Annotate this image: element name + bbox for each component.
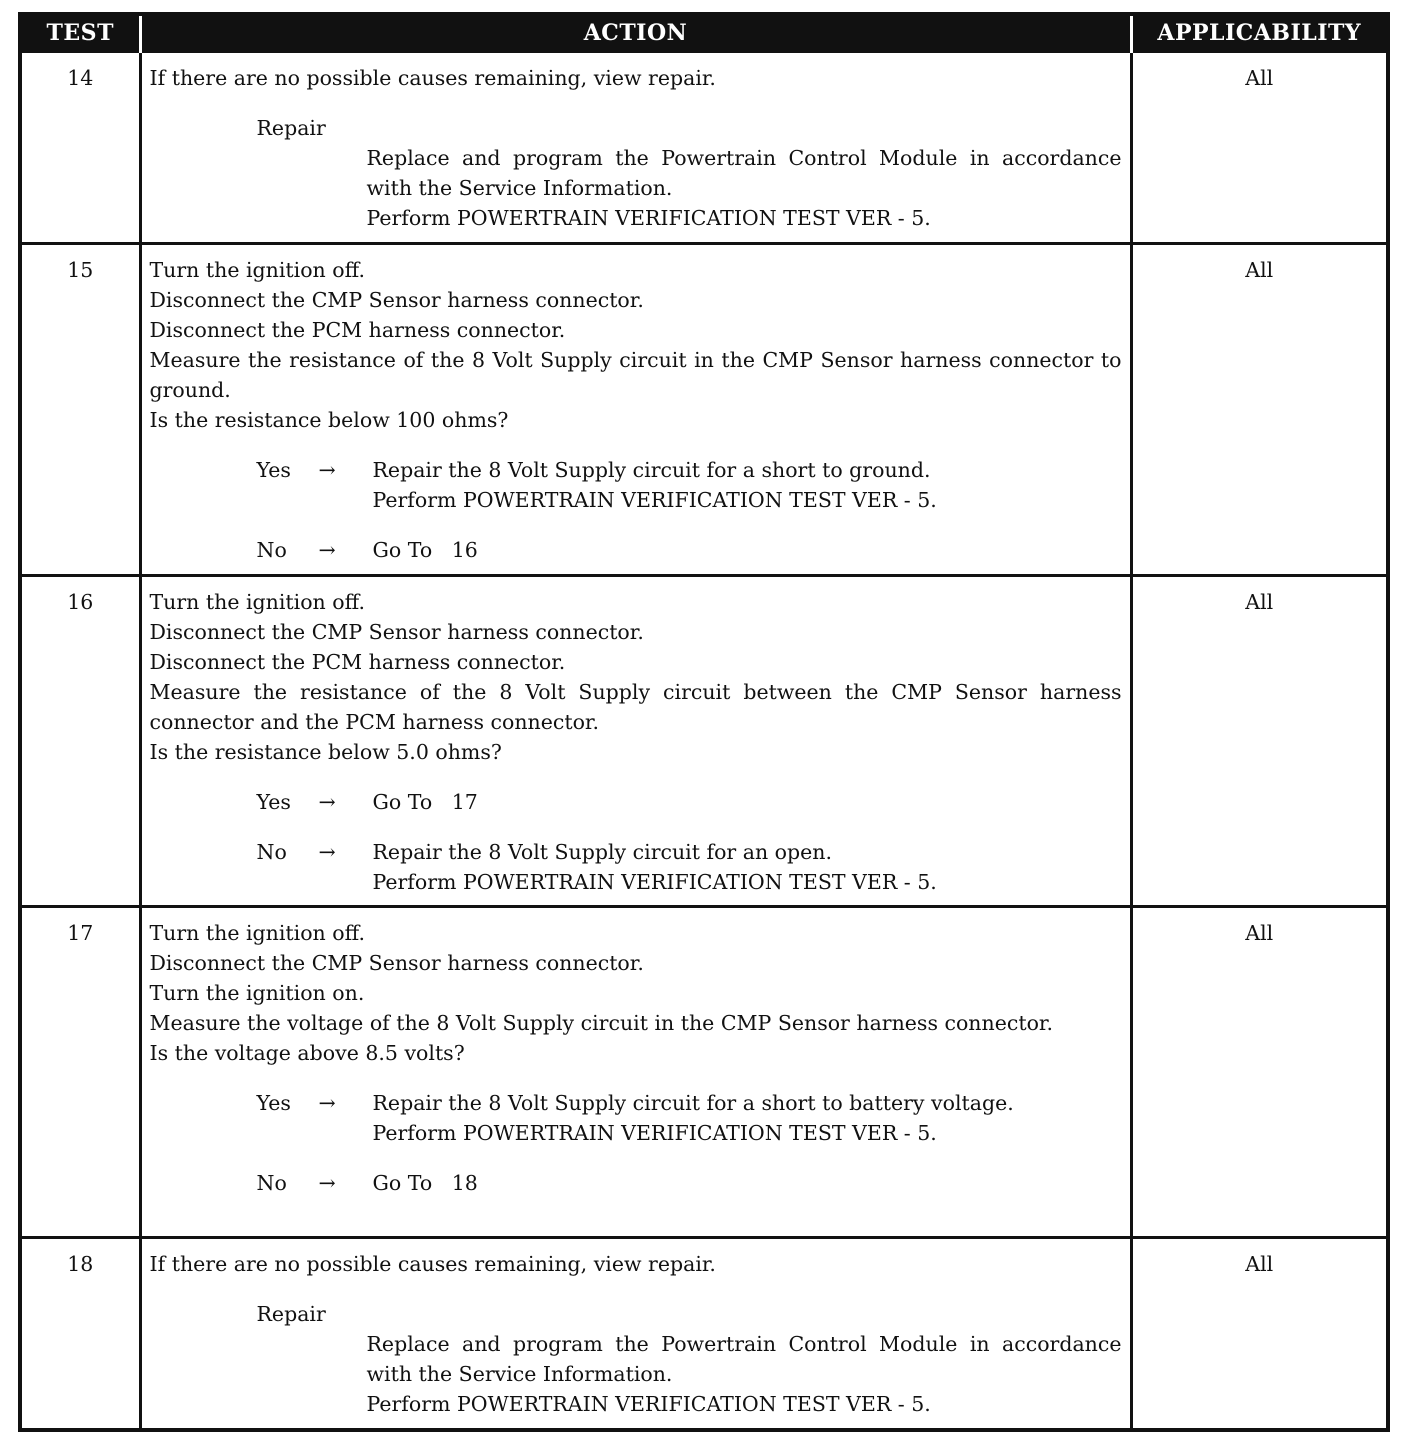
action-line: Turn the ignition on.	[149, 981, 365, 1005]
no-label: No	[256, 538, 287, 562]
applicability-value: All	[1131, 907, 1388, 1238]
response-line: Perform POWERTRAIN VERIFICATION TEST VER - 5.	[372, 488, 937, 512]
header-applicability: APPLICABILITY	[1131, 14, 1388, 52]
no-response	[257, 535, 1122, 565]
question: Is the resistance below 100 ohms?	[149, 408, 509, 432]
applicability-value: All	[1131, 1238, 1388, 1431]
test-number: 17	[20, 907, 140, 1238]
action-cell	[140, 244, 1131, 576]
right-arrow-icon: →	[318, 840, 336, 864]
right-arrow-icon: →	[318, 790, 336, 814]
applicability-value: All	[1131, 244, 1388, 576]
response-line: Go To 18	[372, 1171, 478, 1195]
yes-response	[257, 455, 1122, 515]
test-number: 16	[20, 576, 140, 907]
measure-instruction: Measure the resistance of the 8 Volt Supply circuit between the CMP Sensor harness connector and the PCM harness connector.	[149, 680, 1122, 734]
right-arrow-icon: →	[318, 458, 336, 482]
response-line: Perform POWERTRAIN VERIFICATION TEST VER - 5.	[372, 870, 937, 894]
no-label: No	[256, 1171, 287, 1195]
action-line: Disconnect the PCM harness connector.	[149, 318, 566, 342]
repair-label: Repair	[256, 1302, 326, 1326]
question: Is the resistance below 5.0 ohms?	[149, 740, 502, 764]
test-number: 18	[20, 1238, 140, 1431]
measure-instruction: Measure the voltage of the 8 Volt Supply circuit in the CMP Sensor harness connector.	[149, 1011, 1053, 1035]
diagnostic-test-table	[18, 12, 1390, 1432]
response-line: Go To 17	[372, 790, 478, 814]
test-row-17	[20, 907, 1388, 1238]
action-cell	[140, 576, 1131, 907]
repair-text: Replace and program the Powertrain Control Module in accordance with the Service Information.	[366, 146, 1122, 200]
header-action: ACTION	[140, 14, 1131, 52]
test-number: 14	[20, 52, 140, 244]
test-row-16	[20, 576, 1388, 907]
response-line: Go To 16	[372, 538, 478, 562]
yes-label: Yes	[256, 458, 291, 482]
response-line: Repair the 8 Volt Supply circuit for a short to ground.	[372, 458, 931, 482]
applicability-value: All	[1131, 52, 1388, 244]
action-cell	[140, 907, 1131, 1238]
no-label: No	[256, 840, 287, 864]
measure-instruction: Measure the resistance of the 8 Volt Supply circuit in the CMP Sensor harness connector to ground.	[149, 348, 1122, 402]
test-number: 15	[20, 244, 140, 576]
test-row-15	[20, 244, 1388, 576]
yes-label: Yes	[256, 1091, 291, 1115]
no-response	[257, 837, 1122, 897]
right-arrow-icon: →	[318, 1171, 336, 1195]
repair-text: Replace and program the Powertrain Control Module in accordance with the Service Information.	[366, 1332, 1122, 1386]
response-line: Perform POWERTRAIN VERIFICATION TEST VER - 5.	[372, 1121, 937, 1145]
test-row-18	[20, 1238, 1388, 1431]
action-line: If there are no possible causes remaining, view repair.	[149, 66, 716, 90]
test-row-14	[20, 52, 1388, 244]
question: Is the voltage above 8.5 volts?	[149, 1041, 465, 1065]
action-line: Disconnect the CMP Sensor harness connector.	[149, 951, 644, 975]
action-cell	[140, 52, 1131, 244]
right-arrow-icon: →	[318, 1091, 336, 1115]
action-line: Turn the ignition off.	[149, 258, 365, 282]
response-line: Repair the 8 Volt Supply circuit for an open.	[372, 840, 832, 864]
action-cell	[140, 1238, 1131, 1431]
header-row	[20, 14, 1388, 52]
action-line: Disconnect the CMP Sensor harness connector.	[149, 620, 644, 644]
action-line: Turn the ignition off.	[149, 590, 365, 614]
yes-response	[257, 1088, 1122, 1148]
action-line: Disconnect the CMP Sensor harness connector.	[149, 288, 644, 312]
no-response	[257, 1168, 1122, 1198]
header-test: TEST	[20, 14, 140, 52]
right-arrow-icon: →	[318, 538, 336, 562]
yes-response	[257, 787, 1122, 817]
yes-label: Yes	[256, 790, 291, 814]
repair-perform: Perform POWERTRAIN VERIFICATION TEST VER - 5.	[366, 206, 931, 230]
applicability-value: All	[1131, 576, 1388, 907]
action-line: Turn the ignition off.	[149, 921, 365, 945]
action-line: If there are no possible causes remaining, view repair.	[149, 1252, 716, 1276]
response-line: Repair the 8 Volt Supply circuit for a short to battery voltage.	[372, 1091, 1014, 1115]
action-line: Disconnect the PCM harness connector.	[149, 650, 566, 674]
repair-label: Repair	[256, 116, 326, 140]
repair-perform: Perform POWERTRAIN VERIFICATION TEST VER - 5.	[366, 1392, 931, 1416]
